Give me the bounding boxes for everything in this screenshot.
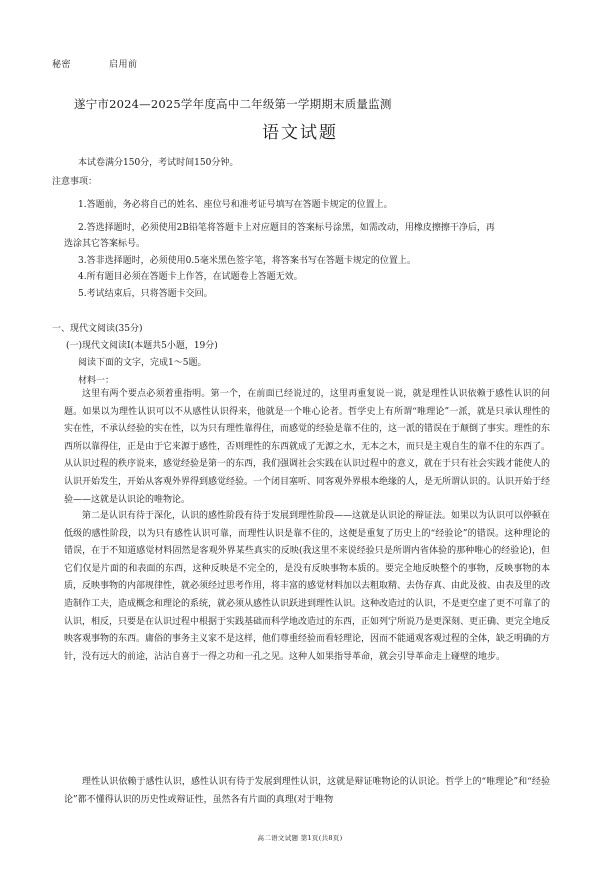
section-title: 一、现代文阅读(35分)	[52, 324, 143, 334]
note-2: 2.答选择题时，必须使用2B铅笔将答题卡上对应题目的答案标号涂黑，如需改动，用橡皮擦擦干净后，再	[78, 223, 495, 233]
paragraph-1: 这里有两个要点必须着重指明。第一个，在前面已经说过的，这里再重复说一说，就是理性认识依赖于感性认识的问题。如果以为理性认识可以不从感性认识得来，他就是一个唯心论者。哲学史上有所谓“唯理论”一派，就是只承认理性的实在性，不承认经验的实在性，以为只有理性靠得住，而感觉的经验是靠不住的，这一派的错误在于颠倒了事实。理性的东西所以靠得住，正是由于它来源于感性，否则理性的东西就成了无源之水，无本之木，而只是主观自生的靠不住的东西了。从认识过程的秩序说来，感觉经验是第一的东西，我们强调社会实践在认识过程中的意义，就在于只有社会实践才能使人的认识开始发生，开始从客观外界得到感觉经验。一个闭目塞听、同客观外界根本绝缘的人，是无所谓认识的。认识开始于经验——这就是认识论的唯物论。	[64, 389, 551, 505]
subject-title: 语文试题	[262, 123, 338, 143]
intro-text: 本试卷满分150分，考试时间150分钟。	[78, 158, 239, 168]
note-5: 5.考试结束后，只将答题卡交回。	[78, 289, 213, 299]
note-2-cont: 选涂其它答案标号。	[64, 239, 146, 249]
subsection-title: (一)现代文阅读Ⅰ(本题共5小题，19分)	[66, 341, 218, 351]
material-label: 材料一：	[78, 376, 115, 386]
secret-label: 秘密	[52, 60, 72, 70]
page-footer: 高二语文试题 第1页(共8页)	[257, 834, 343, 842]
notes-heading: 注意事项：	[52, 177, 98, 187]
paragraph-2: 第二是认识有待于深化，认识的感性阶段有待于发展到理性阶段——这就是认识论的辩证法。如果以为认识可以停顿在低级的感性阶段，以为只有感性认识可靠，而理性认识是靠不住的，这便是重复了历史上的“经验论”的错误。这种理论的错误，在于不知道感觉材料固然是客观外界某些真实的反映(我这里不来说经验只是所谓内省体验的那种唯心的经验论)，但它们仅是片面的和表面的东西，这种反映是不完全的，是没有反映事物本质的。要完全地反映整个的事物，反映事物的本质，反映事物的内部规律性，就必须经过思考作用，将丰富的感觉材料加以去粗取精、去伪存真、由此及彼、由表及里的改造制作工夫，造成概念和理论的系统，就必须从感性认识跃进到理性认识。这种改造过的认识，不是更空虚了更不可靠了的认识，相反，只要是在认识过程中根据于实践基础而科学地改造过的东西，正如列宁所说乃是更深刻、更正确、更完全地反映客观事物的东西。庸俗的事务主义家不是这样，他们尊重经验而看轻理论，因而不能通观客观过程的全体，缺乏明确的方针，没有远大的前途，沾沾自喜于一得之功和一孔之见。这种人如果指导革命，就会引导革命走上碰壁的地步。	[64, 511, 551, 662]
secret-marking	[52, 57, 138, 70]
exam-name: 遂宁市2024—2025学年度高中二年级第一学期期末质量监测	[74, 97, 392, 111]
paragraph-3: 理性认识依赖于感性认识，感性认识有待于发展到理性认识，这就是辩证唯物论的认识论。哲学上的“唯理论”和“经验论”都不懂得认识的历史性或辩证性，虽然各有片面的真理(对于唯物	[64, 777, 550, 805]
note-1: 1.答题前，务必将自己的姓名、座位号和准考证号填写在答题卡规定的位置上。	[78, 200, 393, 210]
note-4: 4.所有题目必须在答题卡上作答，在试题卷上答题无效。	[78, 272, 303, 282]
open-label: 启用前	[109, 60, 138, 70]
note-3: 3.答非选择题时，必须使用0.5毫米黑色签字笔，将答案书写在答题卡规定的位置上。	[78, 256, 416, 266]
reading-instruction: 阅读下面的文字，完成1～5题。	[78, 358, 207, 368]
